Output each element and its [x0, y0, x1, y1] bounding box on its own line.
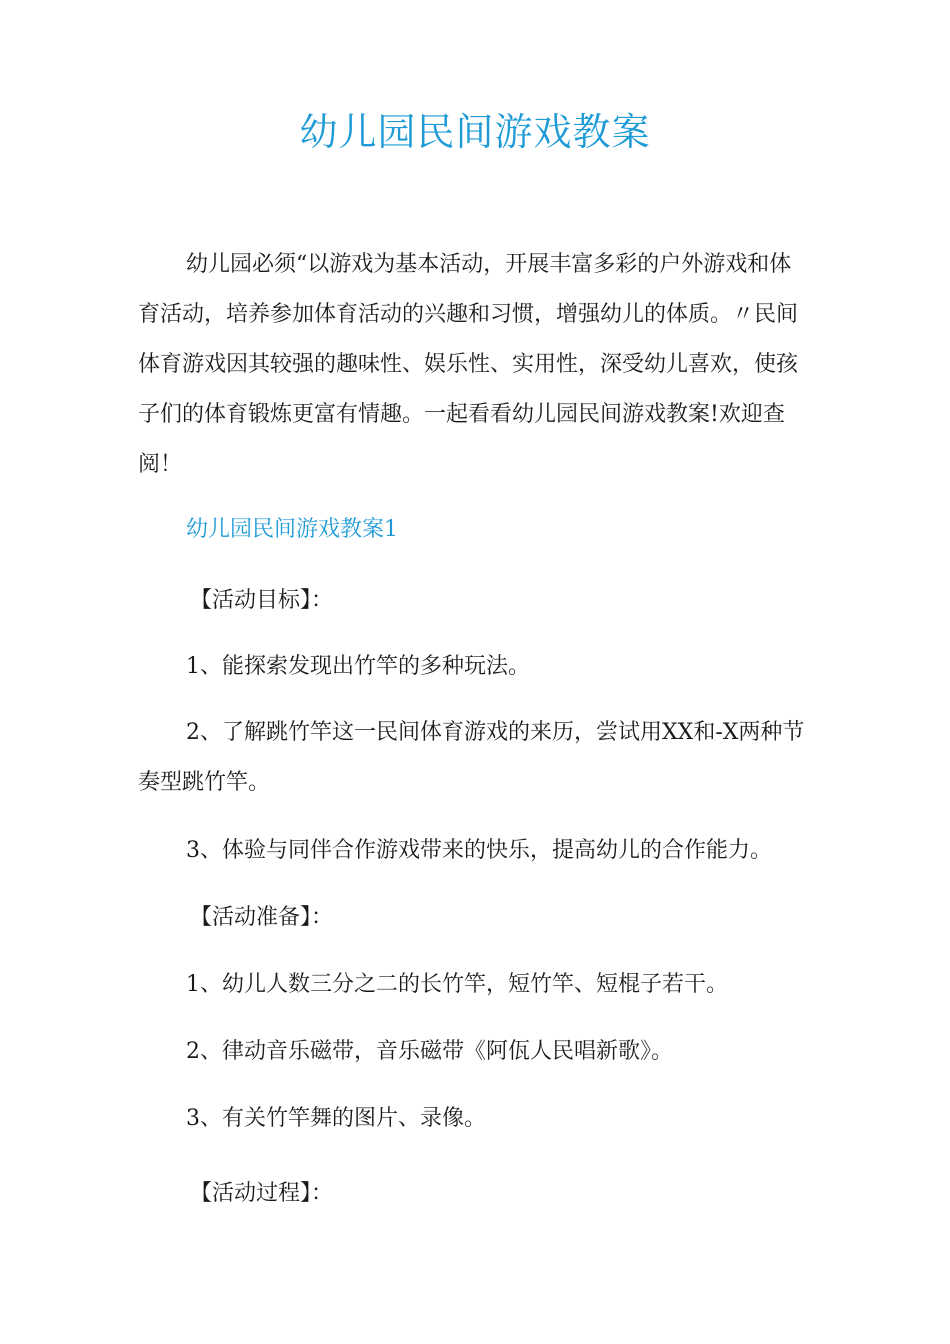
- prep-item-1: 1、幼儿人数三分之二的长竹竿，短竹竿、短棍子若干。: [186, 972, 728, 997]
- prep-heading: 【活动准备】：: [190, 905, 334, 930]
- goals-heading: 【活动目标】：: [190, 588, 334, 613]
- process-heading: 【活动过程】：: [190, 1181, 334, 1206]
- section-title: 幼儿园民间游戏教案1: [186, 517, 398, 542]
- goal-item-1: 1、能探索发现出竹竿的多种玩法。: [186, 654, 530, 679]
- goal-item-2: 2、了解跳竹竿这一民间体育游戏的来历，尝试用XX和-X两种节奏型跳竹竿。: [138, 720, 805, 795]
- prep-item-2: 2、律动音乐磁带，音乐磁带《阿佤人民唱新歌》。: [186, 1039, 673, 1064]
- page-title: 幼儿园民间游戏教案: [299, 110, 651, 154]
- goal-item-3: 3、体验与同伴合作游戏带来的快乐，提高幼儿的合作能力。: [186, 838, 772, 863]
- intro-paragraph: 幼儿园必须“以游戏为基本活动，开展丰富多彩的户外游戏和体育活动，培养参加体育活动的兴趣和习惯，增强幼儿的体质。〃民间体育游戏因其较强的趣味性、娱乐性、实用性，深受幼儿喜欢，使孩子们的体育锻炼更富有情趣。一起看看幼儿园民间游戏教案!欢迎查阅！: [138, 252, 799, 477]
- prep-item-3: 3、有关竹竿舞的图片、录像。: [186, 1106, 486, 1131]
